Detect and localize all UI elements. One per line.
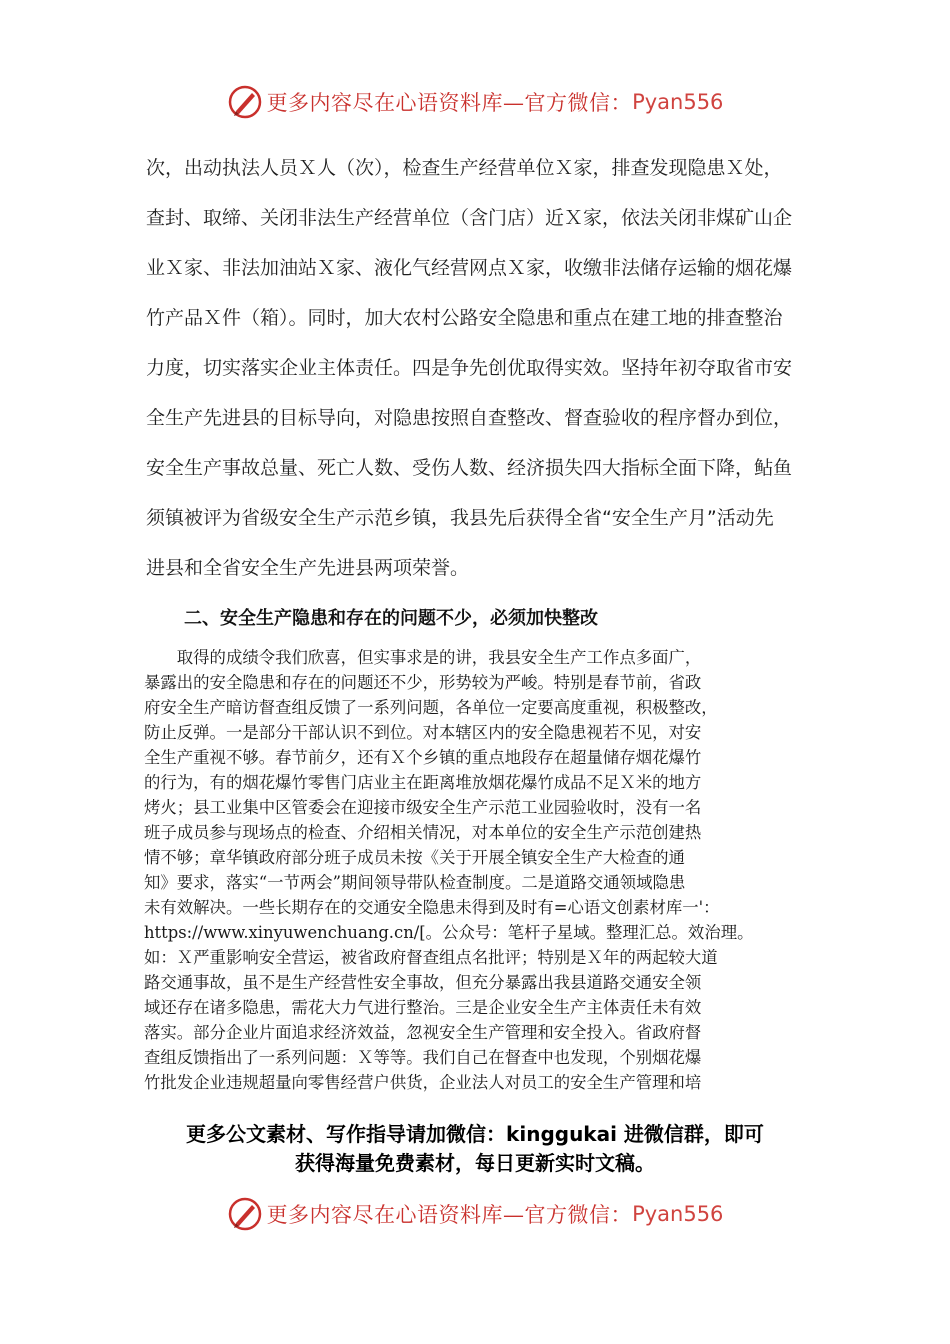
text-line: 须镇被评为省级安全生产示范乡镇，我县先后获得全省“安全生产月”活动先 [146,507,774,529]
text-line: 竹产品Ｘ件（箱）。同时，加大农村公路安全隐患和重点在建工地的排查整治 [146,307,783,329]
text-line: 防止反弹。一是部分干部认识不到位。对本辖区内的安全隐患视若不见，对安 [144,723,702,742]
promo-notice [0,1120,950,1178]
footer-watermark-text: 更多内容尽在心语资料库—官方微信： [266,1203,633,1227]
paragraph-achievements [146,152,814,602]
footer-watermark [0,1192,950,1236]
text-line: 烤火；县工业集中区管委会在迎接市级安全生产示范工业园验收时，没有一名 [144,798,702,817]
text-line: 竹批发企业违规超量向零售经营户供货，企业法人对员工的安全生产管理和培 [144,1073,702,1092]
paragraph-problems [144,645,816,1095]
text-line: 取得的成绩令我们欣喜，但实事求是的讲，我县安全生产工作点多面广， [144,648,702,667]
text-line: 进县和全省安全生产先进县两项荣誉。 [146,557,470,579]
text-line: 班子成员参与现场点的检查、介绍相关情况，对本单位的安全生产示范创建热 [144,823,702,842]
promo-line-1: 更多公文素材、写作指导请加微信：kinggukai 进微信群，即可 [186,1122,764,1146]
text-line: 次，出动执法人员Ｘ人（次），检查生产经营单位Ｘ家，排查发现隐患Ｘ处， [146,157,783,179]
text-line: 业Ｘ家、非法加油站Ｘ家、液化气经营网点Ｘ家，收缴非法储存运输的烟花爆 [146,257,793,279]
promo-line-2: 获得海量免费素材，每日更新实时文稿。 [295,1151,655,1175]
text-line: 力度，切实落实企业主体责任。四是争先创优取得实效。坚持年初夺取省市安 [146,357,793,379]
text-line: 落实。部分企业片面追求经济效益，忽视安全生产管理和安全投入。省政府督 [144,1023,702,1042]
text-line: 知》要求，落实“一节两会”期间领导带队检查制度。二是道路交通领域隐患 [144,873,686,892]
text-line: 如：Ｘ严重影响安全营运，被省政府督查组点名批评；特别是Ｘ年的两起较大道 [144,948,718,967]
text-line: 的行为，有的烟花爆竹零售门店业主在距离堆放烟花爆竹成品不足Ｘ米的地方 [144,773,702,792]
header-watermark-text: 更多内容尽在心语资料库—官方微信： [266,91,633,115]
text-line: 查组反馈指出了一系列问题：Ｘ等等。我们自己在督查中也发现，个别烟花爆 [144,1048,702,1067]
header-watermark [0,80,950,124]
text-line: 未有效解决。一些长期存在的交通安全隐患未得到及时有=心语文创素材库一'： [144,898,720,917]
text-line: 安全生产事故总量、死亡人数、受伤人数、经济损失四大指标全面下降，鲇鱼 [146,457,793,479]
pen-logo-icon [227,84,263,120]
text-line: 府安全生产暗访督查组反馈了一系列问题，各单位一定要高度重视，积极整改， [144,698,718,717]
text-line: https://www.xinyuwenchuang.cn/[。公众号：笔杆子星域。整理汇总。效治理。 [144,923,754,942]
text-line: 路交通事故，虽不是生产经营性安全事故，但充分暴露出我县道路交通安全领 [144,973,702,992]
text-line: 情不够；章华镇政府部分班子成员未按《关于开展全镇安全生产大检查的通 [144,848,685,867]
pen-logo-icon [227,1196,263,1232]
text-line: 全生产先进县的目标导向，对隐患按照自查整改、督查验收的程序督办到位， [146,407,793,429]
footer-watermark-handle: Pyan556 [632,1202,724,1226]
text-line: 全生产重视不够。春节前夕，还有Ｘ个乡镇的重点地段存在超量储存烟花爆竹 [144,748,702,767]
text-line: 查封、取缔、关闭非法生产经营单位（含门店）近Ｘ家，依法关闭非煤矿山企 [146,207,793,229]
text-line: 暴露出的安全隐患和存在的问题还不少，形势较为严峻。特别是春节前，省政 [144,673,702,692]
text-line: 域还存在诸多隐患，需花大力气进行整治。三是企业安全生产主体责任未有效 [144,998,702,1017]
section-heading: 二、安全生产隐患和存在的问题不少，必须加快整改 [184,608,598,629]
header-watermark-handle: Pyan556 [632,90,724,114]
